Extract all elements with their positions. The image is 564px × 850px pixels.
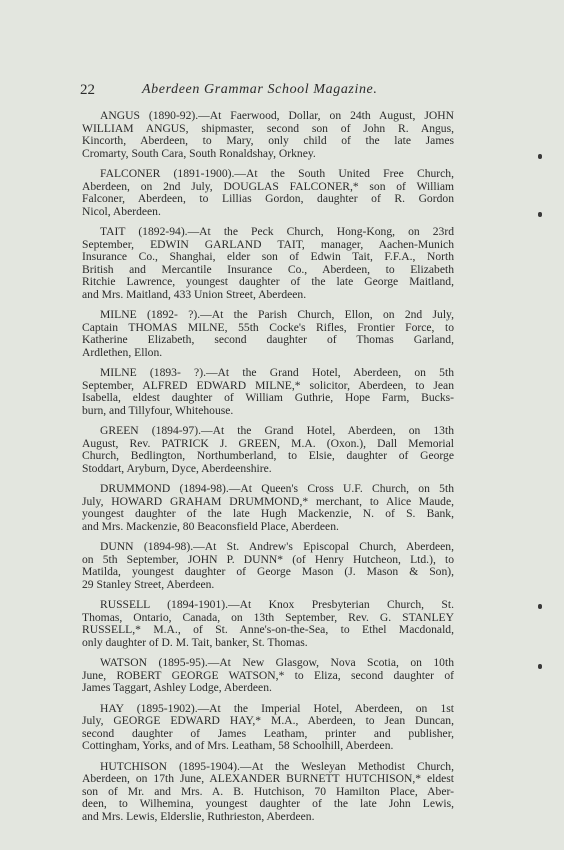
entry-line: on 5th September, JOHN P. DUNN* (of Henry Hutcheon, Ltd.), to: [82, 552, 454, 566]
marriage-entry: [82, 226, 454, 301]
entry-line: youngest daughter of the late Hugh Mackenzie, N. of S. Bank,: [82, 507, 454, 520]
margin-mark: [538, 154, 542, 159]
entry-line: WILLIAM ANGUS, shipmaster, second son of John R. Angus,: [82, 121, 454, 135]
entry-line: August, Rev. PATRICK J. GREEN, M.A. (Oxon.), Dall Memorial: [82, 436, 454, 450]
entry-line: Cottingham, Yorks, and of Mrs. Leatham, 58 Schoolhill, Aberdeen.: [82, 739, 394, 752]
entry-line: Isabella, eldest daughter of William Guthrie, Hope Farm, Bucks-: [82, 391, 454, 404]
entry-line: WATSON (1895-95).—At New Glasgow, Nova Scotia, on 10th: [100, 656, 454, 669]
entry-line: DUNN (1894-98).—At St. Andrew's Episcopal Church, Aberdeen,: [100, 540, 454, 553]
marriage-entry: [82, 110, 454, 160]
entry-line: Ardlethen, Ellon.: [82, 345, 163, 359]
entry-line: second daughter of James Leatham, printer and publisher,: [82, 726, 454, 740]
entry-line: June, ROBERT GEORGE WATSON,* to Eliza, second daughter of: [82, 668, 454, 682]
entry-line: Nicol, Aberdeen.: [82, 204, 161, 218]
entry-line: Stoddart, Aryburn, Dyce, Aberdeenshire.: [82, 461, 272, 475]
entry-line: DRUMMOND (1894-98).—At Queen's Cross U.F. Church, on 5th: [100, 482, 454, 495]
marriage-entry: [82, 703, 454, 753]
entry-line: Kincorth, Aberdeen, to Mary, only child of the late James: [82, 134, 454, 147]
entry-line: GREEN (1894-97).—At the Grand Hotel, Aberdeen, on 13th: [100, 424, 454, 437]
entry-line: son of Mr. and Mrs. A. B. Hutchison, 70 Hamilton Place, Aber-: [82, 784, 454, 798]
entry-line: Captain THOMAS MILNE, 55th Cocke's Rifles, Frontier Force, to: [82, 320, 454, 334]
marriage-entry: [82, 599, 454, 649]
marriage-entry: [82, 541, 454, 591]
marriage-entry: [82, 761, 454, 824]
entry-line: TAIT (1892-94).—At the Peck Church, Hong-Kong, on 23rd: [100, 225, 454, 238]
entry-line: FALCONER (1891-1900).—At the South United Free Church,: [100, 167, 454, 180]
entry-line: Matilda, youngest daughter of George Mason (J. Mason & Son),: [82, 565, 454, 578]
entry-line: MILNE (1893- ?).—At the Grand Hotel, Aberdeen, on 5th: [100, 366, 454, 379]
entry-line: July, GEORGE EDWARD HAY,* M.A., Aberdeen, to Jean Duncan,: [82, 714, 454, 727]
entry-line: HAY (1895-1902).—At the Imperial Hotel, Aberdeen, on 1st: [100, 701, 454, 715]
margin-mark: [538, 664, 542, 669]
entry-line: Ritchie Lawrence, youngest daughter of the late George Maitland,: [82, 275, 454, 288]
entry-line: Insurance Co., Shanghai, elder son of Edwin Tait, F.F.A., North: [82, 250, 454, 263]
marriage-entry: [82, 657, 454, 695]
entry-line: and Mrs. Mackenzie, 80 Beaconsfield Place, Aberdeen.: [82, 519, 339, 533]
marriage-entry: [82, 425, 454, 475]
entry-line: HUTCHISON (1895-1904).—At the Wesleyan Methodist Church,: [100, 759, 454, 773]
marriage-entry: [82, 168, 454, 218]
entry-line: and Mrs. Lewis, Elderslie, Ruthrieston, Aberdeen.: [82, 809, 315, 823]
entry-line: and Mrs. Maitland, 433 Union Street, Aberdeen.: [82, 287, 307, 301]
entry-line: burn, and Tillyfour, Whitehouse.: [82, 403, 234, 417]
entry-line: only daughter of D. M. Tait, banker, St. Thomas.: [82, 635, 308, 649]
entry-line: Aberdeen, on 17th June, ALEXANDER BURNETT HUTCHISON,* eldest: [82, 772, 454, 785]
entry-line: RUSSELL,* M.A., of St. Anne's-on-the-Sea, to Ethel Macdonald,: [82, 623, 454, 636]
entry-line: September, EDWIN GARLAND TAIT, manager, Aachen-Munich: [82, 237, 454, 251]
entry-line: James Taggart, Ashley Lodge, Aberdeen.: [82, 681, 272, 694]
running-title: Aberdeen Grammar School Magazine.: [142, 82, 378, 97]
marriage-entry: [82, 367, 454, 417]
entry-line: deen, to Wilhemina, youngest daughter of the late John Lewis,: [82, 797, 454, 810]
entry-line: British and Mercantile Insurance Co., Aberdeen, to Elizabeth: [82, 262, 454, 276]
marriage-entry: [82, 483, 454, 533]
entry-line: Thomas, Ontario, Canada, on 13th September, Rev. G. STANLEY: [82, 610, 454, 624]
margin-mark: [538, 604, 542, 609]
entry-line: Aberdeen, on 2nd July, DOUGLAS FALCONER,* son of William: [82, 179, 454, 193]
marriage-entry: [82, 309, 454, 359]
entry-line: ANGUS (1890-92).—At Faerwood, Dollar, on 24th August, JOHN: [100, 109, 454, 122]
entry-line: Katherine Elizabeth, second daughter of Thomas Garland,: [82, 333, 454, 346]
entry-line: Falconer, Aberdeen, to Lillias Gordon, daughter of R. Gordon: [82, 192, 454, 205]
marriage-notices: [82, 110, 454, 831]
entry-line: MILNE (1892- ?).—At the Parish Church, Ellon, on 2nd July,: [100, 308, 454, 321]
margin-mark: [538, 212, 542, 217]
page-number: 22: [80, 82, 95, 98]
entry-line: July, HOWARD GRAHAM DRUMMOND,* merchant, to Alice Maude,: [82, 494, 454, 508]
page-header: [80, 82, 500, 98]
entry-line: 29 Stanley Street, Aberdeen.: [82, 577, 215, 591]
entry-line: Church, Bedlington, Northumberland, to Elsie, daughter of George: [82, 449, 454, 462]
entry-line: Cromarty, South Cara, South Ronaldshay, Orkney.: [82, 146, 316, 160]
entry-line: RUSSELL (1894-1901).—At Knox Presbyterian Church, St.: [100, 598, 454, 611]
entry-line: September, ALFRED EDWARD MILNE,* solicitor, Aberdeen, to Jean: [82, 378, 454, 392]
